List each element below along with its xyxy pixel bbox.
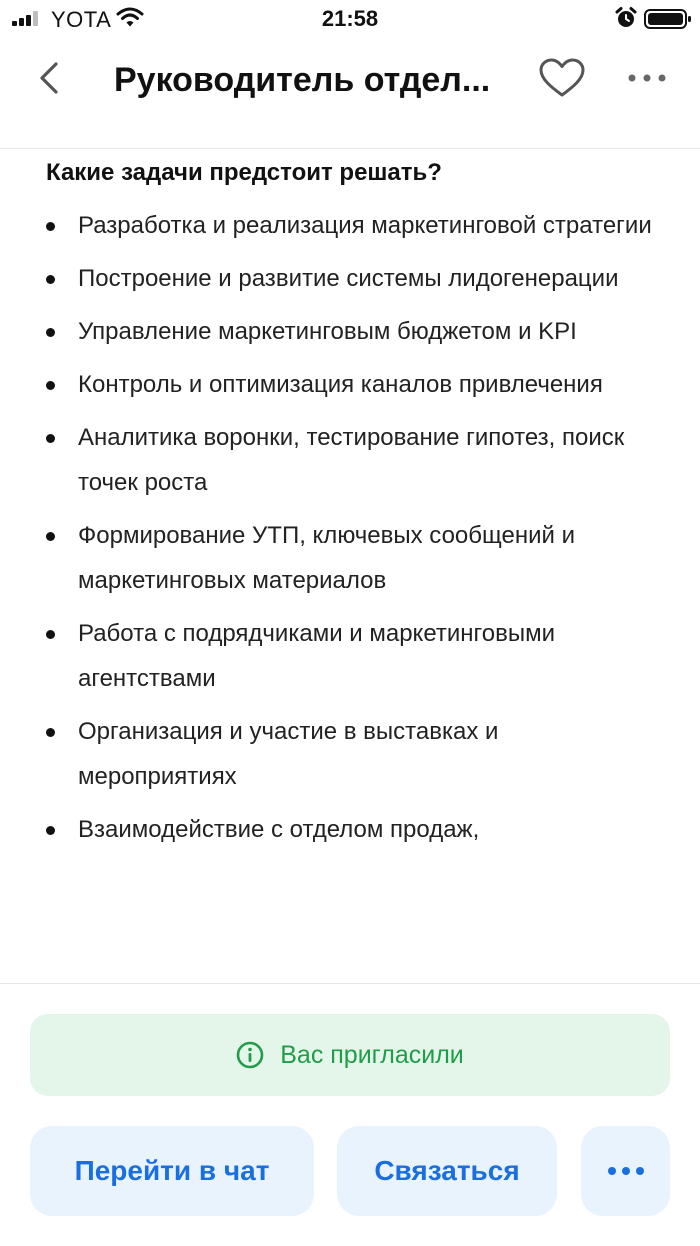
page-title: Руководитель отдел...	[114, 61, 491, 99]
navigation-header	[0, 40, 700, 149]
more-horizontal-icon	[606, 1164, 646, 1178]
list-item-text: Организация и участие в выставках и мероприятиях	[78, 718, 499, 790]
bottom-action-panel	[0, 983, 700, 1246]
list-item-text: Управление маркетинговым бюджетом и KPI	[78, 318, 577, 345]
list-item-text: Контроль и оптимизация каналов привлечения	[78, 371, 603, 398]
bullet-icon	[46, 532, 55, 541]
list-item	[0, 362, 700, 407]
more-actions-button[interactable]	[581, 1126, 670, 1216]
vacancy-description	[0, 149, 700, 983]
info-icon	[236, 1041, 264, 1069]
section-title: Какие задачи предстоит решать?	[46, 159, 442, 186]
bullet-icon	[46, 275, 55, 284]
list-item	[0, 415, 700, 505]
more-options-button[interactable]	[624, 66, 670, 90]
invite-status-banner	[30, 1014, 670, 1096]
bullet-icon	[46, 381, 55, 390]
chevron-left-icon	[30, 58, 70, 98]
bullet-icon	[46, 826, 55, 835]
contact-label: Связаться	[374, 1155, 520, 1186]
go-to-chat-label: Перейти в чат	[74, 1155, 270, 1186]
carrier-name: YOTA	[51, 7, 112, 32]
invite-status-text: Вас пригласили	[280, 1040, 464, 1069]
list-item	[0, 611, 700, 701]
list-item-text: Формирование УТП, ключевых сообщений и маркетинговых материалов	[78, 522, 575, 594]
list-item	[0, 513, 700, 603]
list-item	[0, 709, 700, 799]
task-list	[0, 203, 700, 860]
bullet-icon	[46, 728, 55, 737]
status-bar	[0, 0, 700, 40]
list-item-text: Работа с подрядчиками и маркетинговыми агентствами	[78, 620, 556, 692]
heart-icon	[537, 57, 587, 99]
battery-icon	[644, 9, 692, 29]
list-item	[0, 807, 700, 852]
back-button[interactable]	[30, 58, 70, 98]
status-time: 21:58	[321, 6, 379, 31]
list-item	[0, 203, 700, 248]
favorite-button[interactable]	[537, 57, 587, 99]
bullet-icon	[46, 328, 55, 337]
list-item-text: Построение и развитие системы лидогенерации	[78, 265, 619, 292]
list-item-text: Разработка и реализация маркетинговой стратегии	[78, 212, 652, 239]
bullet-icon	[46, 630, 55, 639]
more-horizontal-icon	[624, 66, 670, 90]
alarm-icon	[614, 6, 638, 30]
go-to-chat-button[interactable]	[30, 1126, 314, 1216]
bullet-icon	[46, 434, 55, 443]
list-item-text: Аналитика воронки, тестирование гипотез, поиск точек роста	[78, 424, 625, 496]
list-item	[0, 309, 700, 354]
bullet-icon	[46, 222, 55, 231]
list-item-text: Взаимодействие с отделом продаж,	[78, 816, 480, 843]
contact-button[interactable]	[337, 1126, 557, 1216]
list-item	[0, 256, 700, 301]
